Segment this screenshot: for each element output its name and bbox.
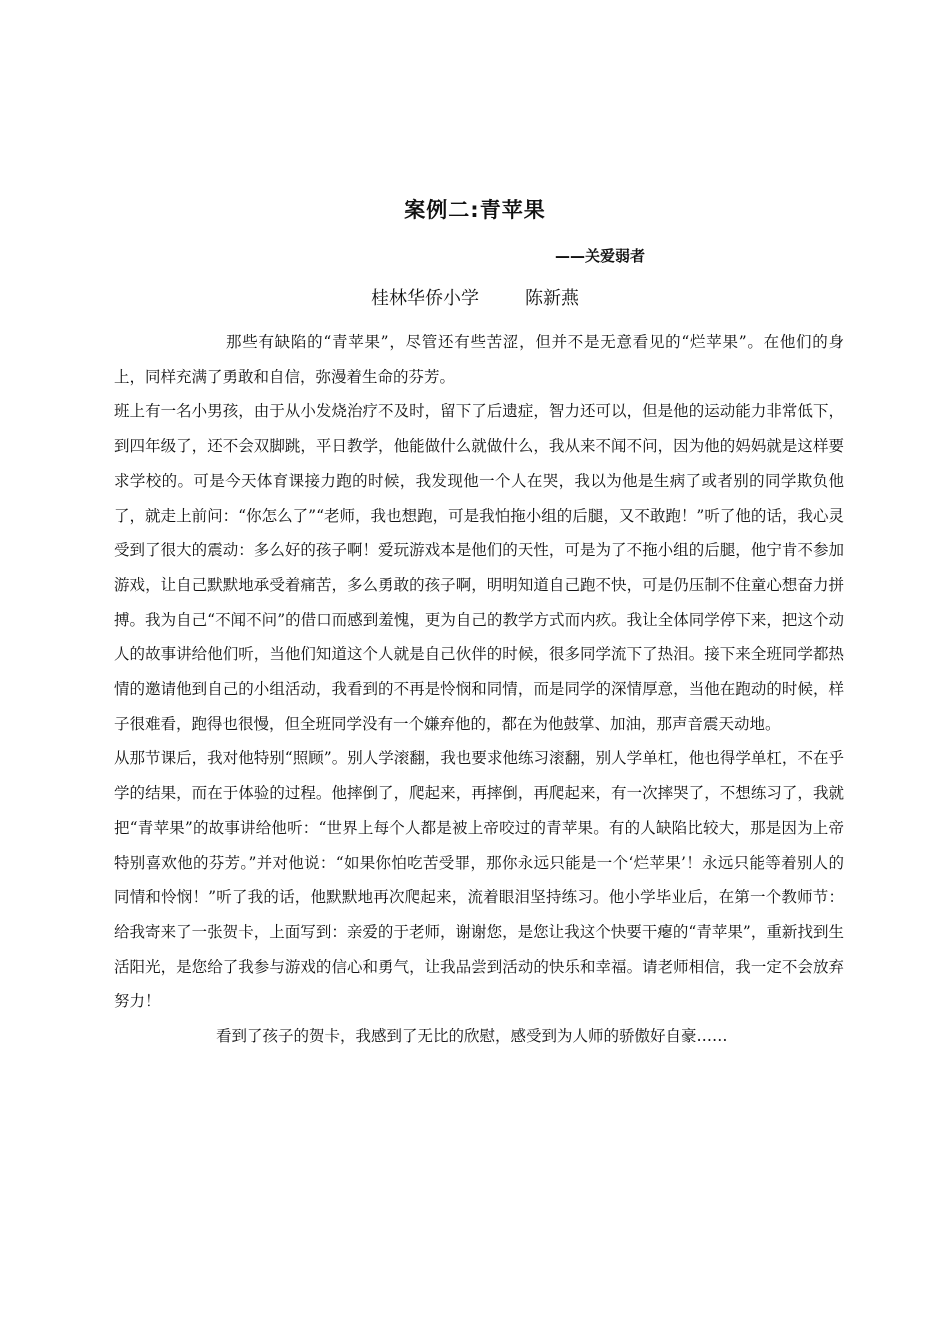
paragraph-closing: 看到了孩子的贺卡，我感到了无比的欣慰，感受到为人师的骄傲好自豪…… <box>216 1027 728 1046</box>
paragraph-intro: 那些有缺陷的“青苹果”，尽管还有些苦涩，但并不是无意看见的“烂苹果”。在他们的身上，同样充满了勇敢和自信，弥漫着生命的芬芳。 <box>114 333 844 386</box>
school-name: 桂林华侨小学 <box>371 288 479 309</box>
paragraph-story: 班上有一名小男孩，由于从小发烧治疗不及时，留下了后遗症，智力还可以，但是他的运动能力非常低下，到四年级了，还不会双脚跳，平日教学，他能做什么就做什么，我从来不闻不问，因为他的妈妈就是这样要求学校的。可是今天体育课接力跑的时候，我发现他一个人在哭，我以为他是生病了或者别的同学欺负他了，就走上前问：“你怎么了”“老师，我也想跑，可是我怕拖小组的后腿，又不敢跑！”听了他的话，我心灵受到了很大的震动：多么好的孩子啊！爱玩游戏本是他们的天性，可是为了不拖小组的后腿，他宁肯不参加游戏，让自己默默地承受着痛苦，多么勇敢的孩子啊，明明知道自己跑不快，可是仍压制不住童心想奋力拼搏。我为自己“不闻不问”的借口而感到羞愧，更为自己的教学方式而内疚。我让全体同学停下来，把这个动人的故事讲给他们听，当他们知道这个人就是自己伙伴的时候，很多同学流下了热泪。接下来全班同学都热情的邀请他到自己的小组活动，我看到的不再是怜悯和同情，而是同学的深情厚意，当他在跑动的时候，样子很难看，跑得也很慢，但全班同学没有一个嫌弃他的，都在为他鼓掌、加油，那声音震天动地。 <box>114 402 844 733</box>
paragraph-followup: 从那节课后，我对他特别“照顾”。别人学滚翻，我也要求他练习滚翻，别人学单杠，他也得学单杠，不在乎学的结果，而在于体验的过程。他摔倒了，爬起来，再摔倒，再爬起来，有一次摔哭了，不想练习了，我就把“青苹果”的故事讲给他听：“世界上每个人都是被上帝咬过的青苹果。有的人缺陷比较大，那是因为上帝特别喜欢他的芬芳。”并对他说：“如果你怕吃苦受罪，那你永远只能是一个‘烂苹果’！永远只能等着别人的同情和怜悯！”听了我的话，他默默地再次爬起来，流着眼泪坚持练习。他小学毕业后，在第一个教师节：给我寄来了一张贺卡，上面写到：亲爱的于老师，谢谢您，是您让我这个快要干瘪的“青苹果”，重新找到生活阳光，是您给了我参与游戏的信心和勇气，让我品尝到活动的快乐和幸福。请老师相信，我一定不会放弃努力！ <box>114 749 844 1011</box>
page-title: 案例二:青苹果 <box>404 198 546 222</box>
author-name: 陈新燕 <box>525 288 579 309</box>
article-body <box>114 325 844 1054</box>
byline <box>0 284 950 314</box>
page-subtitle: ——关爱弱者 <box>555 247 646 265</box>
